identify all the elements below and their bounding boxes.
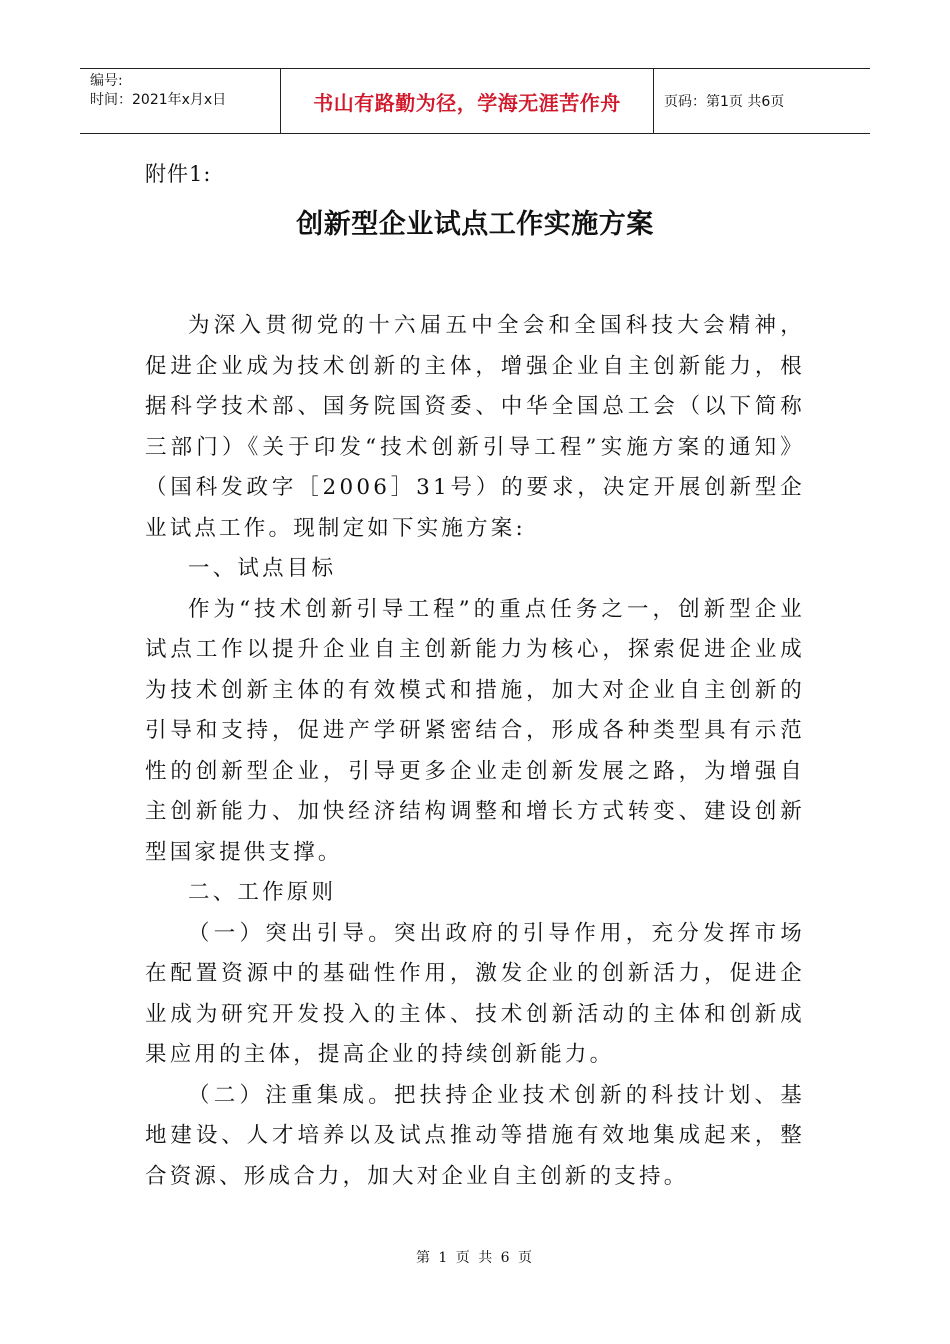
document-title: 创新型企业试点工作实施方案 <box>296 209 654 240</box>
section-heading-objectives: 一、试点目标 <box>188 556 337 581</box>
section-heading-principles: 二、工作原则 <box>188 880 337 905</box>
paragraph-principle-2: （二）注重集成。把扶持企业技术创新的科技计划、基地建设、人才培养以及试点推动等措施有效地集成起来，整合资源、形成合力，加大对企业自主创新的支持。 <box>145 1082 805 1189</box>
header-motto: 书山有路勤为径，学海无涯苦作舟 <box>281 69 654 133</box>
page-footer: 第 1 页 共 6 页 <box>415 1250 535 1266</box>
header-number-label: 编号: <box>90 73 123 89</box>
document-header <box>80 68 870 134</box>
paragraph-objectives: 作为“技术创新引导工程”的重点任务之一，创新型企业试点工作以提升企业自主创新能力为核心，探索促进企业成为技术创新主体的有效模式和措施，加大对企业自主创新的引导和支持，促进产学研紧密结合，形成各种类型具有示范性的创新型企业，引导更多企业走创新发展之路，为增强自主创新能力、加快经济结构调整和增长方式转变、建设创新型国家提供支撑。 <box>145 596 805 865</box>
paragraph-principle-1: （一）突出引导。突出政府的引导作用，充分发挥市场在配置资源中的基础性作用，激发企业的创新活力，促进企业成为研究开发投入的主体、技术创新活动的主体和创新成果应用的主体，提高企业的持续创新能力。 <box>145 920 805 1067</box>
header-page-info: 页码：第1页 共6页 <box>664 94 785 110</box>
paragraph-intro: 为深入贯彻党的十六届五中全会和全国科技大会精神，促进企业成为技术创新的主体，增强企业自主创新能力，根据科学技术部、国务院国资委、中华全国总工会（以下简称三部门）《关于印发“技术创新引导工程”实施方案的通知》（国科发政字［2006］31号）的要求，决定开展创新型企业试点工作。现制定如下实施方案: <box>145 313 805 541</box>
header-meta-cell <box>80 69 281 133</box>
document-body <box>145 306 805 1197</box>
attachment-label: 附件1: <box>145 162 212 186</box>
header-date: 时间：2021年x月x日 <box>90 92 227 108</box>
